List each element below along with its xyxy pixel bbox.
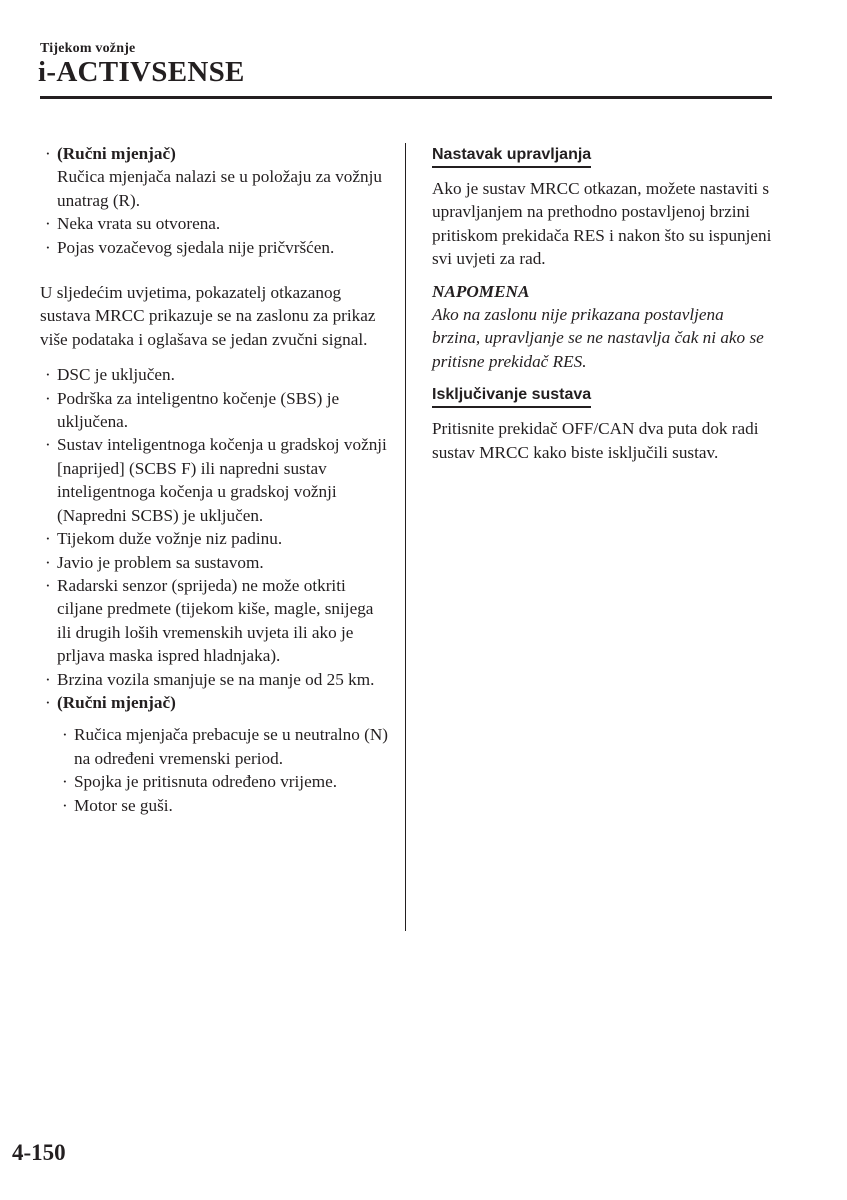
bullet-item — [40, 668, 390, 691]
sub-bullet-item — [57, 770, 390, 793]
bullet-text: Podrška za inteligentno kočenje (SBS) je uključena. — [57, 388, 340, 432]
bullet-item — [40, 551, 390, 574]
bullet-text: Motor se guši. — [74, 795, 173, 815]
sub-bullet-item — [57, 723, 390, 770]
bullet-text: DSC je uključen. — [57, 365, 175, 385]
body-paragraph: U sljedećim uvjetima, pokazatelj otkazanog sustava MRCC prikazuje se na zaslonu za prikaz više podataka i oglašava se jedan zvučni signal. — [40, 283, 376, 349]
off-text: Pritisnite prekidač OFF/CAN dva puta dok radi sustav MRCC kako biste isključili sustav. — [432, 419, 759, 462]
bullet-text: Ručica mjenjača nalazi se u položaju za vožnju unatrag (R). — [57, 167, 382, 210]
bullet-text: Pojas vozačevog sjedala nije pričvršćen. — [57, 237, 335, 257]
sub-bullet-item — [57, 794, 390, 817]
bullet-bold-label: (Ručni mjenjač) — [57, 144, 176, 163]
bullet-item — [40, 387, 390, 434]
bullet-text: Radarski senzor (sprijeda) ne može otkriti ciljane predmete (tijekom kiše, magle, snijega ili drugih loših vremenskih uvjeta ili ako je prljava maska ispred hladnjaka). — [57, 575, 374, 666]
bullet-text: Javio je problem sa sustavom. — [57, 552, 264, 572]
bullet-bold-label: (Ručni mjenjač) — [57, 692, 176, 712]
bullet-text: Spojka je pritisnuta određeno vrijeme. — [74, 772, 337, 792]
bullet-item — [40, 212, 390, 235]
section-label: Tijekom vožnje — [40, 41, 136, 56]
title-rule — [40, 96, 772, 99]
bullet-text: Sustav inteligentnoga kočenja u gradskoj vožnji [naprijed] (SCBS F) ili napredni sustav inteligentnoga kočenja u gradskoj vožnji (Napredni SCBS) je uključen. — [57, 435, 387, 525]
column-divider — [405, 143, 406, 931]
note-title: NAPOMENA — [432, 281, 530, 301]
bullet-item — [40, 142, 390, 212]
bullet-text: Brzina vozila smanjuje se na manje od 25 km. — [57, 669, 375, 689]
bullet-item — [40, 691, 390, 714]
bullet-item — [40, 574, 390, 668]
bullet-item — [40, 527, 390, 550]
bullet-text: Tijekom duže vožnje niz padinu. — [57, 529, 283, 549]
resume-text: Ako je sustav MRCC otkazan, možete nastaviti s upravljanjem na prethodno postavljenoj brzini pritiskom prekidača RES i nakon što su ispunjeni svi uvjeti za rad. — [432, 179, 772, 269]
note-text: Ako na zaslonu nije prikazana postavljena brzina, upravljanje se ne nastavlja čak ni ako se pritisne prekidač RES. — [432, 305, 764, 371]
page-title: i-ACTIVSENSE — [38, 56, 245, 88]
resume-heading: Nastavak upravljanja — [432, 143, 591, 168]
page-number: 4-150 — [12, 1140, 66, 1165]
right-column — [432, 142, 772, 464]
left-column — [40, 142, 390, 817]
bullet-item — [40, 433, 390, 527]
bullet-item — [40, 236, 390, 259]
off-heading: Isključivanje sustava — [432, 383, 591, 408]
bullet-text: Ručica mjenjača prebacuje se u neutralno (N) na određeni vremenski period. — [74, 725, 388, 768]
bullet-text: Neka vrata su otvorena. — [57, 214, 221, 234]
bullet-item — [40, 363, 390, 386]
